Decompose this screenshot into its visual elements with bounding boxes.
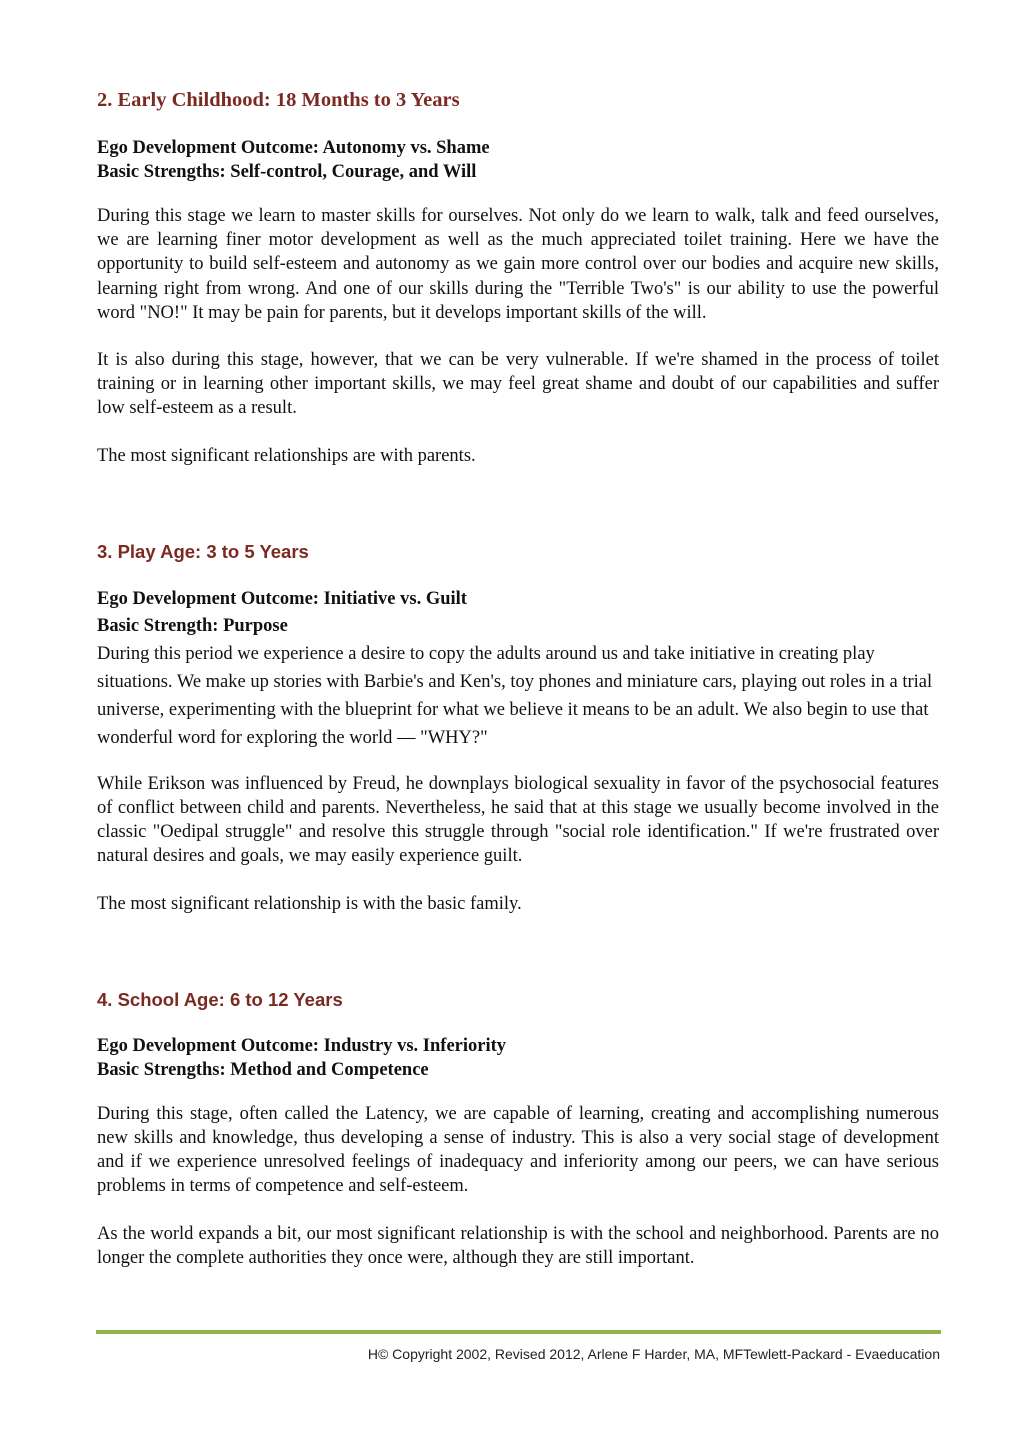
footer-copyright: H© Copyright 2002, Revised 2012, Arlene F Harder, MA, MFTewlett-Packard - Evaeducation xyxy=(367,1346,940,1362)
outcome-label-early-childhood: Ego Development Outcome: Autonomy vs. Shame xyxy=(97,138,490,158)
outcome-label-play-age: Ego Development Outcome: Initiative vs. Guilt xyxy=(97,588,467,609)
strengths-label-early-childhood: Basic Strengths: Self-control, Courage, and Will xyxy=(97,162,477,182)
paragraph-school-age-1: During this stage, often called the Latency, we are capable of learning, creating and accomplishing numerous new skills and knowledge, thus developing a sense of industry. This is also a very social stage of development and if we experience unresolved feelings of inadequacy and inferiority among our peers, we can have serious problems in terms of competence and self-esteem. xyxy=(97,1103,939,1197)
paragraph-early-childhood-1: During this stage we learn to master skills for ourselves. Not only do we learn to walk, talk and feed ourselves, we are learning finer motor development as well as the much appreciated toilet training. Here we have the opportunity to build self-esteem and autonomy as we gain more control over our bodies and acquire new skills, learning right from wrong. And one of our skills during the "Terrible Two's" is our ability to use the powerful word "NO!" It may be pain for parents, but it develops important skills of the will. xyxy=(97,206,939,323)
paragraph-early-childhood-2: It is also during this stage, however, that we can be very vulnerable. If we're shamed in the process of toilet training or in learning other important skills, we may feel great shame and doubt of our capabilities and suffer low self-esteem as a result. xyxy=(97,350,939,419)
outcome-label-school-age: Ego Development Outcome: Industry vs. Inferiority xyxy=(97,1035,507,1056)
strengths-label-play-age: Basic Strength: Purpose xyxy=(97,615,288,636)
section-title-play-age: 3. Play Age: 3 to 5 Years xyxy=(97,540,309,562)
paragraph-play-age-2: While Erikson was influenced by Freud, he downplays biological sexuality in favor of the psychosocial features of conflict between child and parents. Nevertheless, he said that at this stage we usually become involved in the classic "Oedipal struggle" and resolve this struggle through "social role identification." If we're frustrated over natural desires and goals, we may easily experience guilt. xyxy=(97,773,939,867)
paragraph-school-age-2: As the world expands a bit, our most significant relationship is with the school and neighborhood. Parents are no longer the complete authorities they once were, although they are still important. xyxy=(97,1223,939,1268)
footer-divider xyxy=(96,1330,941,1334)
paragraph-early-childhood-3: The most significant relationships are with parents. xyxy=(97,445,476,466)
strengths-label-school-age: Basic Strengths: Method and Competence xyxy=(97,1059,429,1080)
paragraph-play-age-3: The most significant relationship is with the basic family. xyxy=(97,893,522,914)
section-title-early-childhood: 2. Early Childhood: 18 Months to 3 Years xyxy=(97,89,460,111)
document-page xyxy=(97,86,939,1270)
paragraph-play-age-1: During this period we experience a desire to copy the adults around us and take initiative in creating play situations. We make up stories with Barbie's and Ken's, toy phones and miniature cars, playing out roles in a trial universe, experimenting with the blueprint for what we believe it means to be an adult. We also begin to use that wonderful word for exploring the world — "WHY?" xyxy=(97,643,933,748)
section-title-school-age: 4. School Age: 6 to 12 Years xyxy=(97,988,343,1010)
